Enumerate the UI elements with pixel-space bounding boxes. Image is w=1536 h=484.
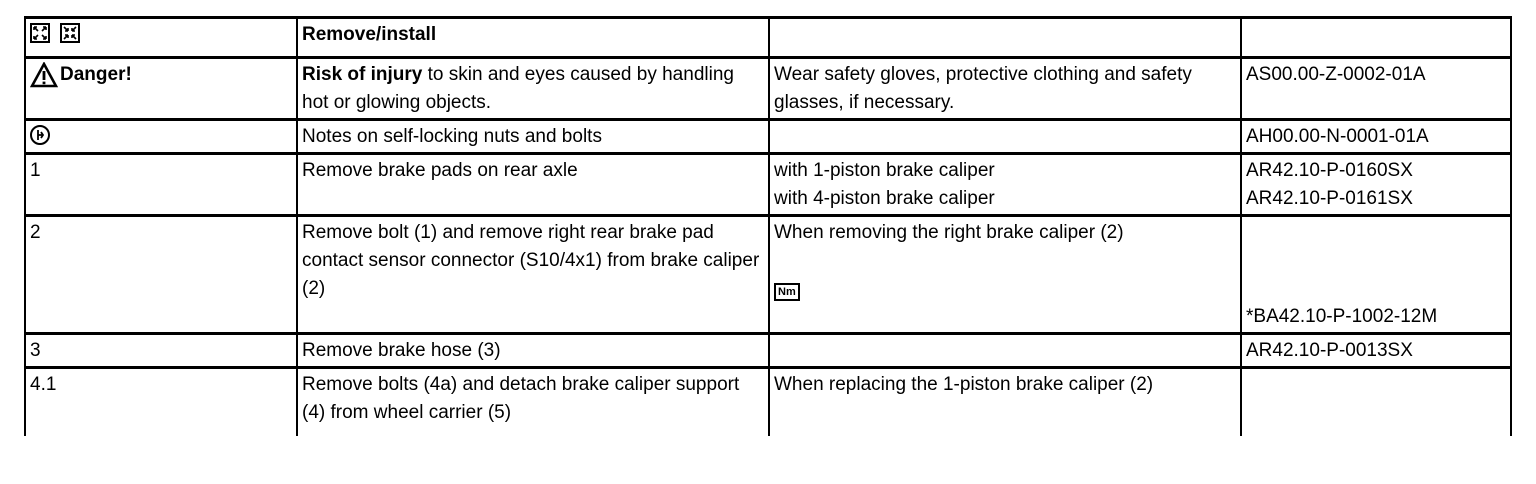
note-line: with 1-piston brake caliper — [774, 160, 995, 181]
note-line: When removing the right brake caliper (2) — [774, 222, 1124, 243]
step-cell — [25, 120, 297, 154]
note-cell — [769, 216, 1241, 334]
description-cell: Notes on self-locking nuts and bolts — [297, 120, 769, 154]
table-row — [25, 58, 1511, 120]
note-cell — [769, 120, 1241, 154]
step-cell: 1 — [25, 154, 297, 216]
reference-link[interactable] — [1241, 368, 1511, 436]
reference-link[interactable]: AR42.10-P-0013SX — [1241, 334, 1511, 368]
step-cell: 3 — [25, 334, 297, 368]
step-cell: 2 — [25, 216, 297, 334]
note-line: with 4-piston brake caliper — [774, 188, 995, 209]
note-cell — [769, 154, 1241, 216]
table-header-row — [25, 18, 1511, 58]
notes-circle-icon — [30, 125, 50, 145]
reference-link[interactable]: *BA42.10-P-1002-12M — [1246, 306, 1438, 327]
risk-text: to skin and eyes caused by handling hot or glowing objects. — [302, 64, 734, 113]
step-cell — [25, 58, 297, 120]
reference-cell — [1241, 154, 1511, 216]
description-cell: Remove brake hose (3) — [297, 334, 769, 368]
note-cell: When replacing the 1-piston brake caliper (2) — [769, 368, 1241, 436]
expand-arrows-icon[interactable] — [30, 23, 50, 43]
warning-triangle-icon — [30, 62, 58, 88]
reference-link[interactable]: AS00.00-Z-0002-01A — [1241, 58, 1511, 120]
step-cell: 4.1 — [25, 368, 297, 436]
table-row — [25, 334, 1511, 368]
table-row — [25, 368, 1511, 436]
collapse-arrows-icon[interactable] — [60, 23, 80, 43]
procedure-table — [24, 16, 1512, 436]
description-cell — [297, 58, 769, 120]
table-row — [25, 216, 1511, 334]
torque-nm-icon[interactable]: Nm — [774, 283, 800, 301]
risk-bold-text: Risk of injury — [302, 64, 423, 85]
description-cell: Remove bolt (1) and remove right rear brake pad contact sensor connector (S10/4x1) from brake caliper (2) — [297, 216, 769, 334]
note-cell: Wear safety gloves, protective clothing and safety glasses, if necessary. — [769, 58, 1241, 120]
reference-link[interactable]: AR42.10-P-0160SX — [1246, 160, 1413, 181]
header-empty-cell — [769, 18, 1241, 58]
reference-link[interactable]: AR42.10-P-0161SX — [1246, 188, 1413, 209]
description-cell: Remove bolts (4a) and detach brake caliper support (4) from wheel carrier (5) — [297, 368, 769, 436]
danger-label: Danger! — [60, 64, 132, 85]
description-cell: Remove brake pads on rear axle — [297, 154, 769, 216]
header-title: Remove/install — [297, 18, 769, 58]
reference-link[interactable]: AH00.00-N-0001-01A — [1241, 120, 1511, 154]
table-row — [25, 120, 1511, 154]
header-empty-cell — [1241, 18, 1511, 58]
note-cell — [769, 334, 1241, 368]
reference-cell — [1241, 216, 1511, 334]
table-row — [25, 154, 1511, 216]
header-icons-cell — [25, 18, 297, 58]
